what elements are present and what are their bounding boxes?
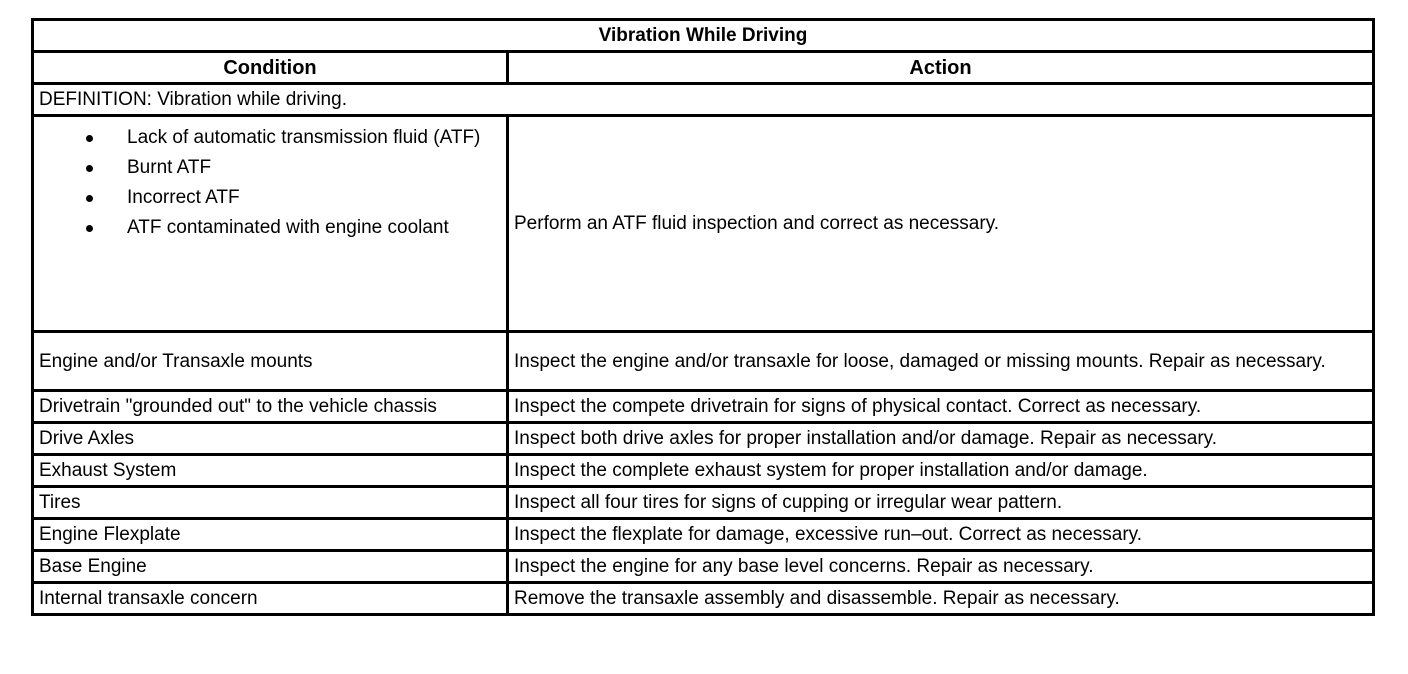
action-cell: Inspect the complete exhaust system for proper installation and/or damage.	[508, 455, 1374, 487]
table-row	[33, 487, 1374, 519]
table-row	[33, 519, 1374, 551]
action-cell: Inspect the flexplate for damage, excessive run–out. Correct as necessary.	[508, 519, 1374, 551]
action-cell: Inspect both drive axles for proper installation and/or damage. Repair as necessary.	[508, 423, 1374, 455]
action-cell: Inspect the compete drivetrain for signs of physical contact. Correct as necessary.	[508, 391, 1374, 423]
table-row	[33, 551, 1374, 583]
condition-cell: Drive Axles	[33, 423, 508, 455]
table-row	[33, 391, 1374, 423]
diagnostic-table	[31, 18, 1375, 616]
condition-cell: Exhaust System	[33, 455, 508, 487]
list-item: ATF contaminated with engine coolant	[127, 215, 501, 241]
action-cell: Inspect the engine and/or transaxle for loose, damaged or missing mounts. Repair as necessary.	[508, 332, 1374, 391]
condition-header: Condition	[33, 52, 508, 84]
action-cell: Inspect all four tires for signs of cupping or irregular wear pattern.	[508, 487, 1374, 519]
condition-cell: Engine and/or Transaxle mounts	[33, 332, 508, 391]
action-cell: Remove the transaxle assembly and disassemble. Repair as necessary.	[508, 583, 1374, 615]
table-row	[33, 332, 1374, 391]
table-title: Vibration While Driving	[33, 20, 1374, 52]
table-row	[33, 455, 1374, 487]
table-title-row	[33, 20, 1374, 52]
table-row	[33, 583, 1374, 615]
condition-cell: Drivetrain "grounded out" to the vehicle chassis	[33, 391, 508, 423]
header-row	[33, 52, 1374, 84]
condition-cell	[33, 116, 508, 332]
list-item: Burnt ATF	[127, 155, 501, 181]
action-header: Action	[508, 52, 1374, 84]
condition-cell: Base Engine	[33, 551, 508, 583]
action-cell: Perform an ATF fluid inspection and correct as necessary.	[508, 116, 1374, 332]
definition-text: DEFINITION: Vibration while driving.	[33, 84, 1374, 116]
definition-row	[33, 84, 1374, 116]
condition-list	[39, 125, 501, 241]
condition-cell: Internal transaxle concern	[33, 583, 508, 615]
list-item: Incorrect ATF	[127, 185, 501, 211]
table-row	[33, 423, 1374, 455]
action-cell: Inspect the engine for any base level concerns. Repair as necessary.	[508, 551, 1374, 583]
table-row	[33, 116, 1374, 332]
condition-cell: Engine Flexplate	[33, 519, 508, 551]
list-item: Lack of automatic transmission fluid (ATF)	[127, 125, 501, 151]
condition-cell: Tires	[33, 487, 508, 519]
